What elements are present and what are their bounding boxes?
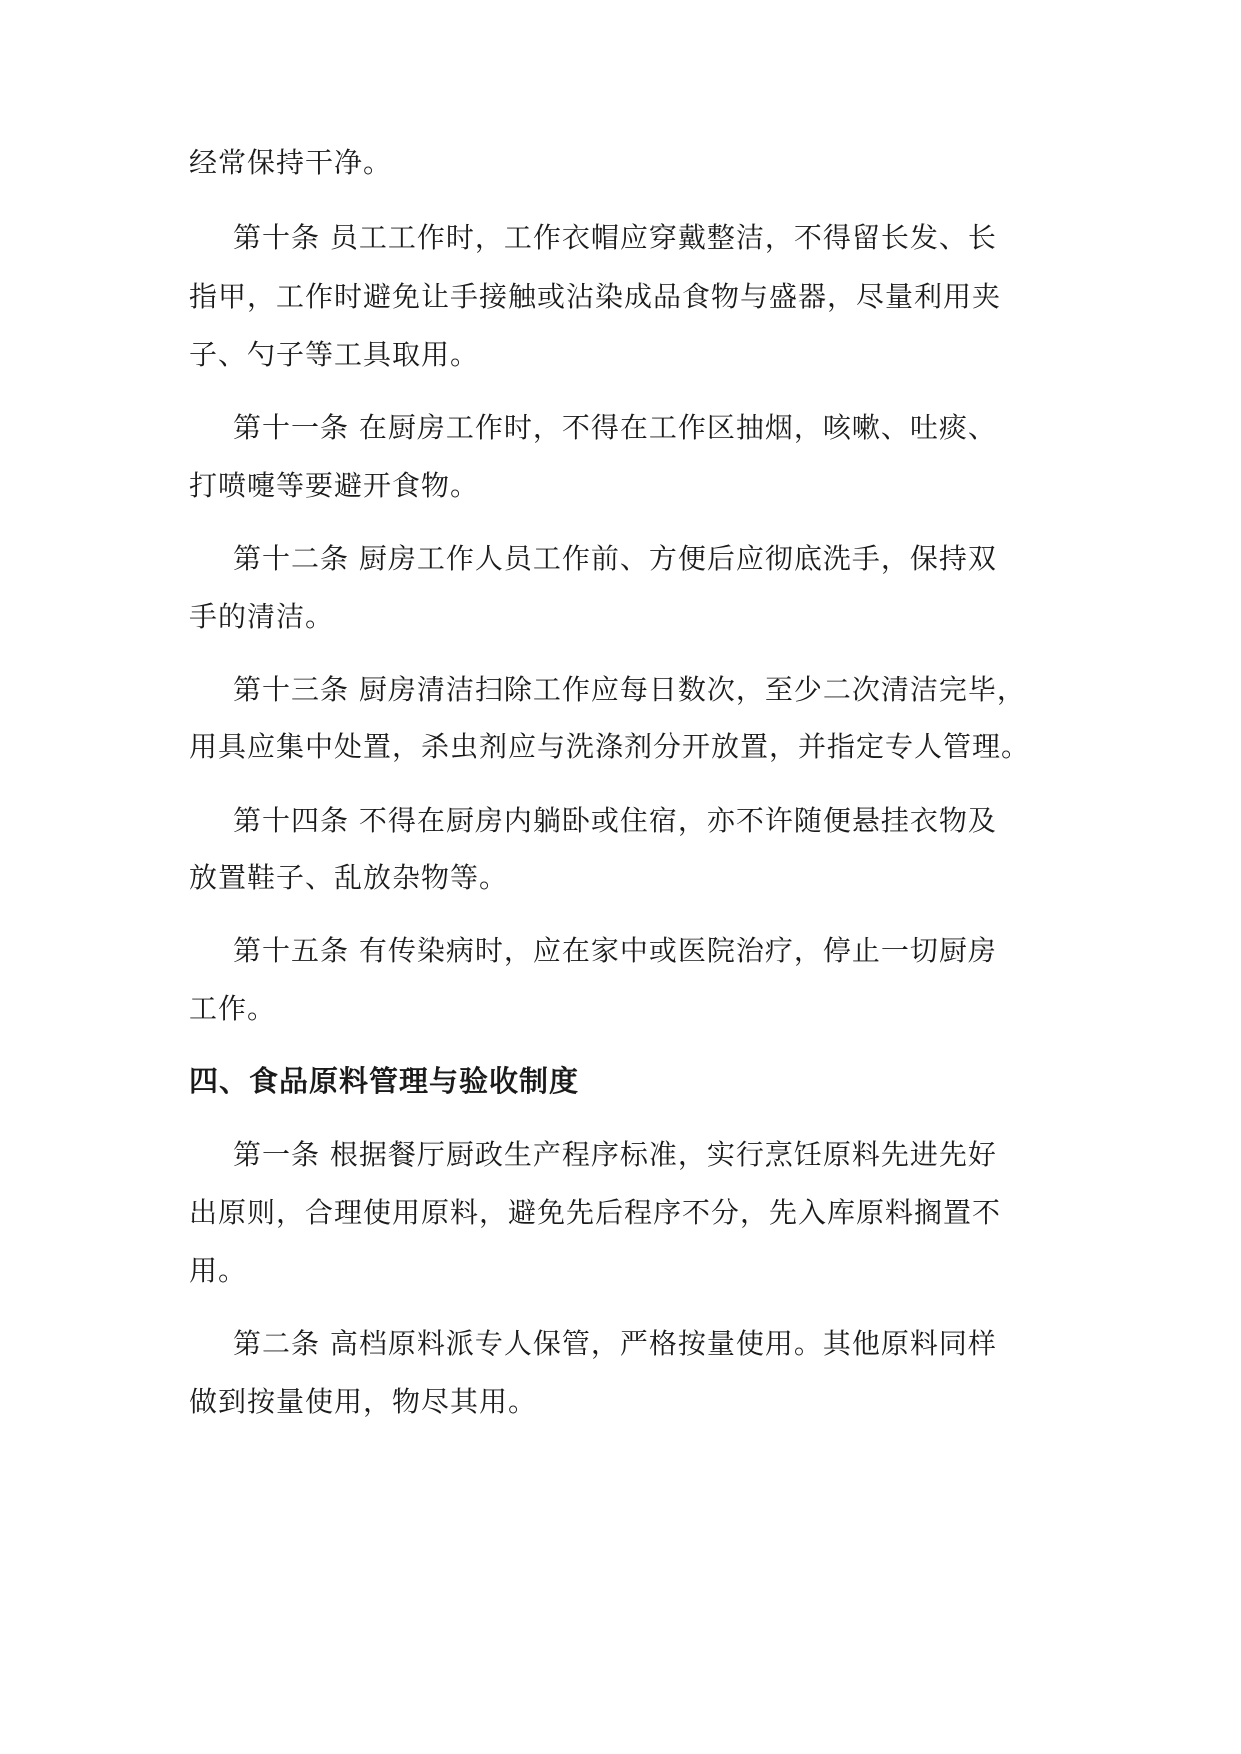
article-1-line-3: 用。 (189, 1254, 248, 1287)
article-10-line-1: 第十条 员工工作时，工作衣帽应穿戴整洁，不得留长发、长 (233, 221, 997, 254)
article-15-line-2: 工作。 (189, 992, 277, 1025)
article-13-line-2: 用具应集中处置，杀虫剂应与洗涤剂分开放置，并指定专人管理。 (189, 730, 1031, 763)
article-2-line-2: 做到按量使用，物尽其用。 (189, 1385, 538, 1418)
article-13-line-1: 第十三条 厨房清洁扫除工作应每日数次，至少二次清洁完毕， (233, 673, 1026, 706)
article-12-line-1: 第十二条 厨房工作人员工作前、方便后应彻底洗手，保持双 (233, 542, 997, 575)
article-12-line-2: 手的清洁。 (189, 600, 335, 633)
article-10-line-2: 指甲，工作时避免让手接触或沾染成品食物与盛器，尽量利用夹 (189, 280, 1002, 313)
article-1-line-1: 第一条 根据餐厅厨政生产程序标准，实行烹饪原料先进先好 (233, 1138, 997, 1171)
article-1-line-2: 出原则，合理使用原料，避免先后程序不分，先入库原料搁置不 (189, 1196, 1002, 1229)
text-line: 经常保持干净。 (189, 146, 393, 179)
article-11-line-2: 打喷嚏等要避开食物。 (189, 469, 480, 502)
article-14-line-2: 放置鞋子、乱放杂物等。 (189, 861, 509, 894)
article-2-line-1: 第二条 高档原料派专人保管，严格按量使用。其他原料同样 (233, 1327, 997, 1360)
article-14-line-1: 第十四条 不得在厨房内躺卧或住宿，亦不许随便悬挂衣物及 (233, 804, 997, 837)
article-15-line-1: 第十五条 有传染病时，应在家中或医院治疗，停止一切厨房 (233, 934, 997, 967)
article-11-line-1: 第十一条 在厨房工作时，不得在工作区抽烟，咳嗽、吐痰、 (233, 411, 997, 444)
section-heading: 四、食品原料管理与验收制度 (189, 1064, 580, 1098)
article-10-line-3: 子、勺子等工具取用。 (189, 338, 480, 371)
